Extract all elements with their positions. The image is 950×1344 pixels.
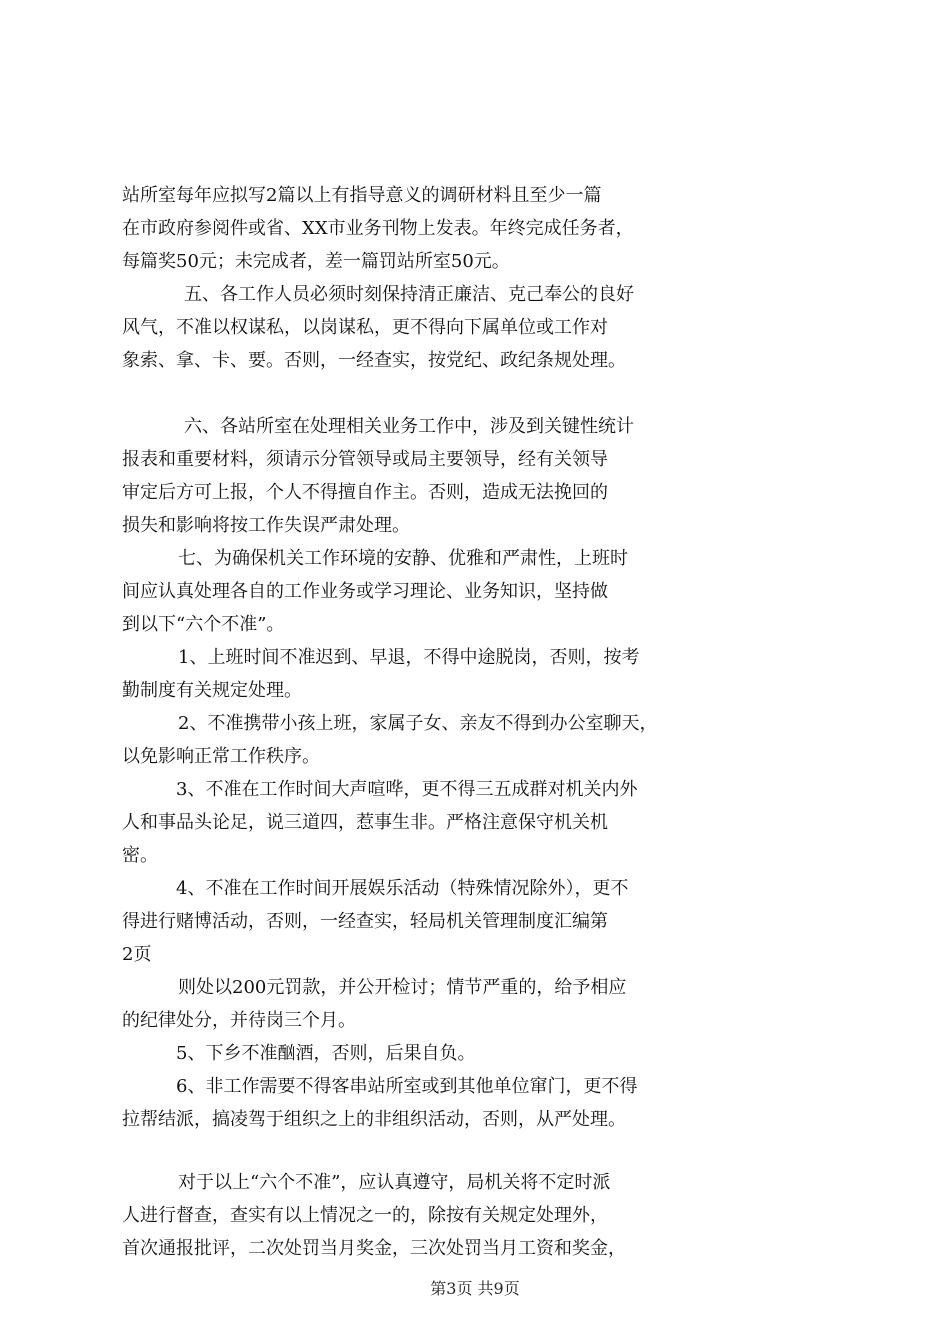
- paragraph-line: 6、非工作需要不得客串站所室或到其他单位窜门，更不得: [176, 1076, 638, 1097]
- paragraph-line: 六、各站所室在处理相关业务工作中，涉及到关键性统计: [184, 416, 634, 437]
- paragraph-line: 则处以200元罚款，并公开检讨；情节严重的，给予相应: [178, 977, 627, 998]
- paragraph-line: 得进行赌博活动，否则，一经查实，轻局机关管理制度汇编第: [122, 911, 608, 932]
- paragraph-line: 到以下“六个不准”。: [122, 614, 285, 635]
- paragraph-line: 对于以上“六个不准”，应认真遵守，局机关将不定时派: [178, 1172, 611, 1193]
- paragraph-line: 2、不准携带小孩上班，家属子女、亲友不得到办公室聊天，: [178, 713, 658, 734]
- paragraph-line: 密。: [122, 845, 158, 866]
- paragraph-line: 3、不准在工作时间大声喧哗，更不得三五成群对机关内外: [176, 779, 638, 800]
- paragraph-line: 每篇奖50元；未完成者，差一篇罚站所室50元。: [122, 251, 510, 272]
- paragraph-line: 七、为确保机关工作环境的安静、优雅和严肃性，上班时: [178, 548, 628, 569]
- paragraph-line: 2页: [122, 944, 152, 965]
- paragraph-line: 人和事品头论足，说三道四，惹事生非。严格注意保守机关机: [122, 812, 608, 833]
- paragraph-line: 报表和重要材料，须请示分管领导或局主要领导，经有关领导: [122, 449, 608, 470]
- paragraph-line: 拉帮结派，搞凌驾于组织之上的非组织活动，否则，从严处理。: [122, 1109, 626, 1130]
- paragraph-line: 4、不准在工作时间开展娱乐活动（特殊情况除外），更不: [176, 878, 629, 899]
- paragraph-line: 审定后方可上报，个人不得擅自作主。否则，造成无法挽回的: [122, 482, 608, 503]
- paragraph-line: 5、下乡不准酗酒，否则，后果自负。: [176, 1043, 476, 1064]
- paragraph-line: 间应认真处理各自的工作业务或学习理论、业务知识，坚持做: [122, 581, 608, 602]
- paragraph-line: 在市政府参阅件或省、XX市业务刊物上发表。年终完成任务者，: [122, 218, 634, 239]
- paragraph-line: 以免影响正常工作秩序。: [122, 746, 320, 767]
- paragraph-line: 首次通报批评，二次处罚当月奖金，三次处罚当月工资和奖金，: [122, 1238, 626, 1259]
- page-footer: 第3页 共9页: [430, 1279, 520, 1298]
- paragraph-line: 五、各工作人员必须时刻保持清正廉洁、克己奉公的良好: [184, 284, 634, 305]
- paragraph-line: 1、上班时间不准迟到、早退，不得中途脱岗，否则，按考: [178, 647, 640, 668]
- paragraph-line: 的纪律处分，并待岗三个月。: [122, 1010, 356, 1031]
- paragraph-line: 人进行督查，查实有以上情况之一的，除按有关规定处理外，: [122, 1205, 608, 1226]
- paragraph-line: 站所室每年应拟写2篇以上有指导意义的调研材料且至少一篇: [122, 185, 602, 206]
- paragraph-line: 风气，不准以权谋私，以岗谋私，更不得向下属单位或工作对: [122, 317, 608, 338]
- paragraph-line: 损失和影响将按工作失误严肃处理。: [122, 515, 410, 536]
- paragraph-line: 象索、拿、卡、要。否则，一经查实，按党纪、政纪条规处理。: [122, 350, 626, 371]
- paragraph-line: 勤制度有关规定处理。: [122, 680, 302, 701]
